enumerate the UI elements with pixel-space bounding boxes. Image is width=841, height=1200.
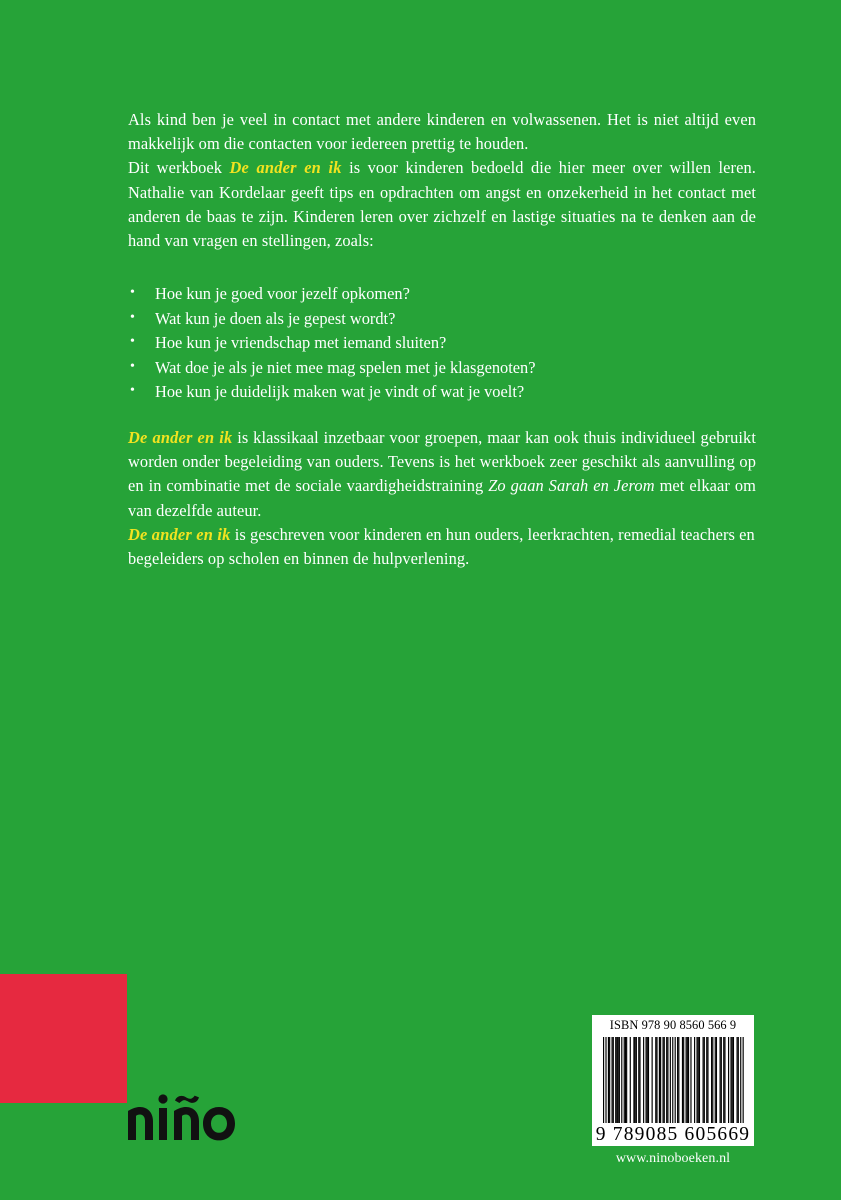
publisher-website: www.ninoboeken.nl xyxy=(615,1151,731,1166)
isbn-barcode-box xyxy=(592,1015,754,1146)
list-item xyxy=(128,380,756,405)
list-item xyxy=(128,331,756,356)
question-text: Wat kun je doen als je gepest wordt? xyxy=(155,308,396,328)
closing-paragraph-1 xyxy=(128,426,756,523)
closing-text-2: met elkaar om van dezelfde auteur. xyxy=(128,476,757,520)
book-title-inline: De ander en ik xyxy=(229,158,342,178)
question-text: Wat doe je als je niet mee mag spelen met je klasgenoten? xyxy=(155,357,536,377)
closing-text-3: is geschreven voor kinderen en hun ouders, leerkrachten, remedial teachers en begeleiders op scholen en binnen de hulpverlening. xyxy=(128,524,755,569)
book-title-inline: De ander en ik xyxy=(128,524,231,544)
closing-paragraph-2 xyxy=(128,523,756,571)
question-list xyxy=(128,282,756,405)
list-item xyxy=(128,282,756,307)
barcode-digits: 9 789085 605669 xyxy=(595,1124,751,1145)
isbn-label: ISBN 978 90 8560 566 9 xyxy=(609,1018,737,1032)
question-text: Hoe kun je vriendschap met iemand sluiten? xyxy=(155,333,447,352)
blurb-sentence-2-lead: Dit werkboek xyxy=(128,158,230,178)
blurb-paragraph xyxy=(128,108,756,253)
list-item xyxy=(128,307,756,332)
publisher-logo xyxy=(126,1093,236,1141)
blurb-sentence-1: Als kind ben je veel in contact met andere kinderen en volwassenen. Het is niet altijd even makkelijk om die contacten voor iedereen prettig te houden. xyxy=(128,110,756,154)
red-square-decoration xyxy=(0,974,127,1103)
closing-text-block xyxy=(128,426,756,571)
question-text: Hoe kun je duidelijk maken wat je vindt of wat je voelt? xyxy=(155,382,525,401)
related-book-title: Zo gaan Sarah en Jerom xyxy=(488,476,655,496)
blurb-text-block xyxy=(128,108,756,253)
barcode-bars xyxy=(603,1037,745,1123)
blurb-sentence-2-rest: is voor kinderen bedoeld die hier meer over willen leren. Nathalie van Kordelaar geeft tips en opdrachten om angst en onzekerheid in het contact met anderen de baas te zijn. Kinderen leren over zichzelf en lastige situaties na te denken aan de hand van vragen en stellingen, zoals: xyxy=(128,158,756,251)
question-text: Hoe kun je goed voor jezelf opkomen? xyxy=(155,284,410,303)
closing-text-1: is klassikaal inzetbaar voor groepen, maar kan ook thuis individueel gebruikt worden onder begeleiding van ouders. Tevens is het werkboek zeer geschikt als aanvulling op en in combinatie met de sociale vaardigheidstraining xyxy=(128,428,756,496)
list-item xyxy=(128,356,756,381)
book-title-inline: De ander en ik xyxy=(128,428,233,447)
